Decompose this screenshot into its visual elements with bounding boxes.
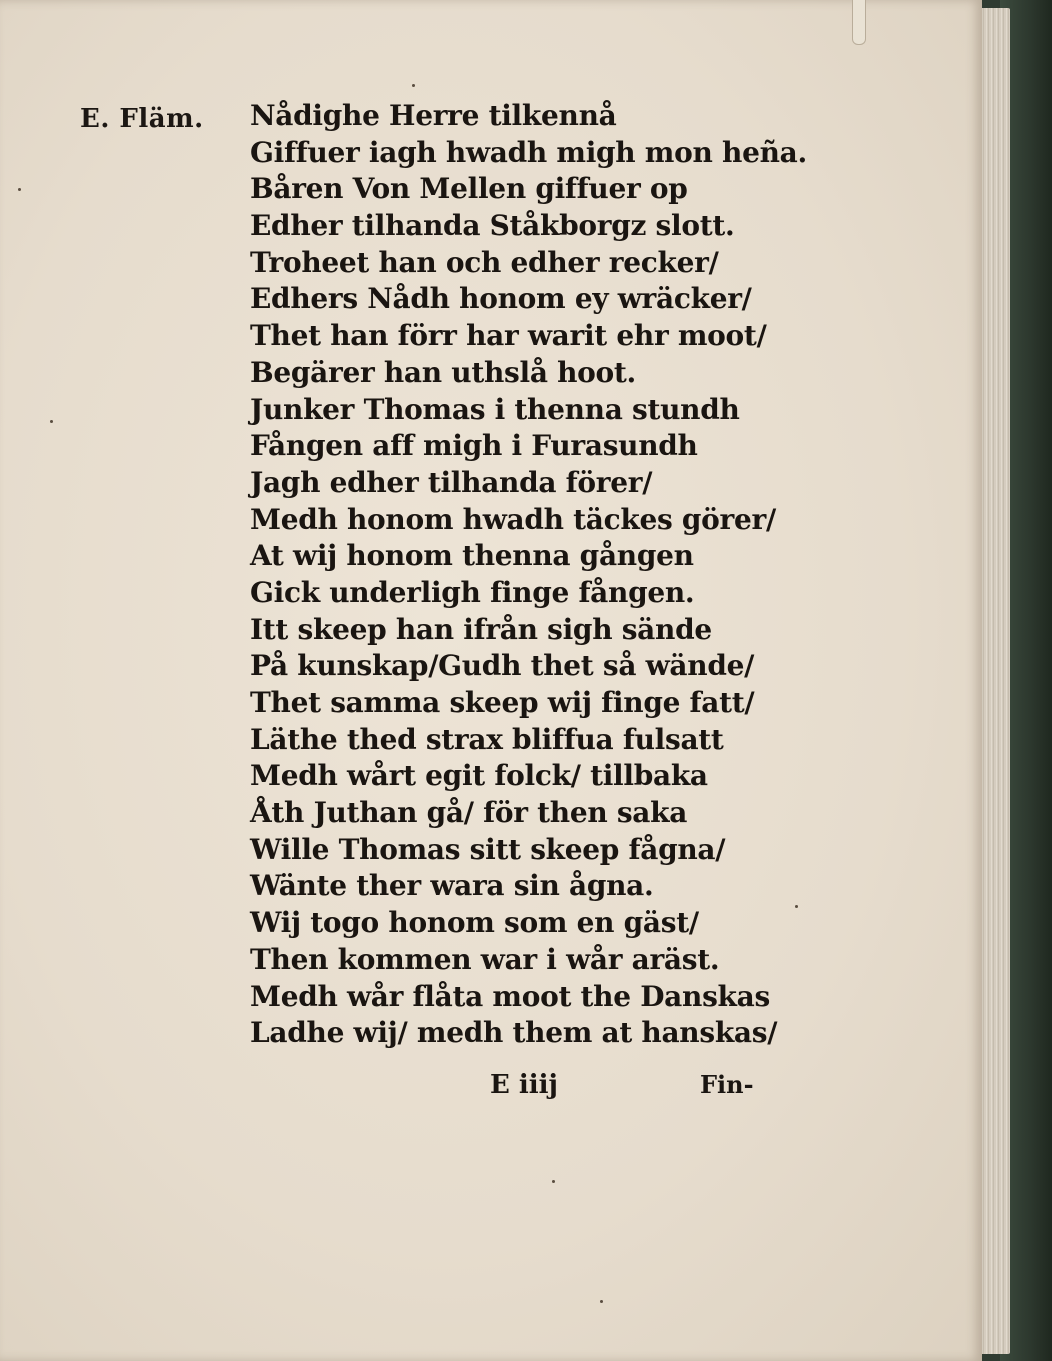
verse-line: Åth Juthan gå/ för then saka: [250, 796, 688, 830]
verse-line: Itt skeep han ifrån sigh sände: [250, 612, 712, 646]
verse-line: Medh honom hwadh täckes görer/: [250, 502, 776, 536]
speck: [795, 905, 798, 908]
bookmark-ribbon: [852, 0, 866, 45]
catchword: Fin-: [700, 1070, 754, 1099]
speck: [18, 188, 21, 191]
verse-text: [250, 98, 810, 1052]
speck: [50, 420, 53, 423]
verse-line: Thet han förr har warit ehr moot/: [250, 319, 767, 353]
verse-line: Edhers Nådh honom ey wräcker/: [250, 282, 752, 316]
signature-mark: E iiij: [490, 1070, 558, 1100]
verse-line: Wänte ther wara sin ågna.: [250, 869, 654, 903]
verse-line: Jagh edher tilhanda förer/: [250, 465, 653, 499]
verse-line: Troheet han och edher recker/: [250, 245, 719, 279]
speaker-margin-note: E. Fläm.: [80, 104, 204, 134]
verse-line: Medh wårt egit folck/ tillbaka: [250, 759, 708, 793]
verse-line: Wij togo honom som en gäst/: [250, 906, 699, 940]
verse-line: Medh wår flåta moot the Danskas: [250, 979, 770, 1013]
verse-line: Then kommen war i wår aräst.: [250, 942, 720, 976]
speck: [600, 1300, 603, 1303]
verse-line: Giffuer iagh hwadh migh mon heña.: [250, 135, 807, 169]
verse-line: Gick underligh finge fången.: [250, 575, 695, 609]
verse-line: Läthe thed strax bliffua fulsatt: [250, 722, 724, 756]
verse-line: Ladhe wij/ medh them at hanskas/: [250, 1016, 778, 1050]
verse-line: Nådighe Herre tilkennå: [250, 99, 617, 132]
speck: [552, 1180, 555, 1183]
verse-line: Fången aff migh i Furasundh: [250, 429, 698, 463]
verse-line: Wille Thomas sitt skeep fågna/: [250, 832, 726, 866]
verse-line: Begärer han uthslå hoot.: [250, 355, 637, 389]
speck: [412, 84, 415, 87]
verse-line: At wij honom thenna gången: [250, 539, 694, 573]
verse-line: Thet samma skeep wij finge fatt/: [250, 686, 755, 719]
verse-line: Junker Thomas i thenna stundh: [250, 392, 740, 426]
verse-line: Edher tilhanda Ståkborgz slott.: [250, 209, 735, 243]
verse-line: På kunskap/Gudh thet så wände/: [250, 649, 755, 683]
verse-line: Båren Von Mellen giffuer op: [250, 172, 688, 206]
